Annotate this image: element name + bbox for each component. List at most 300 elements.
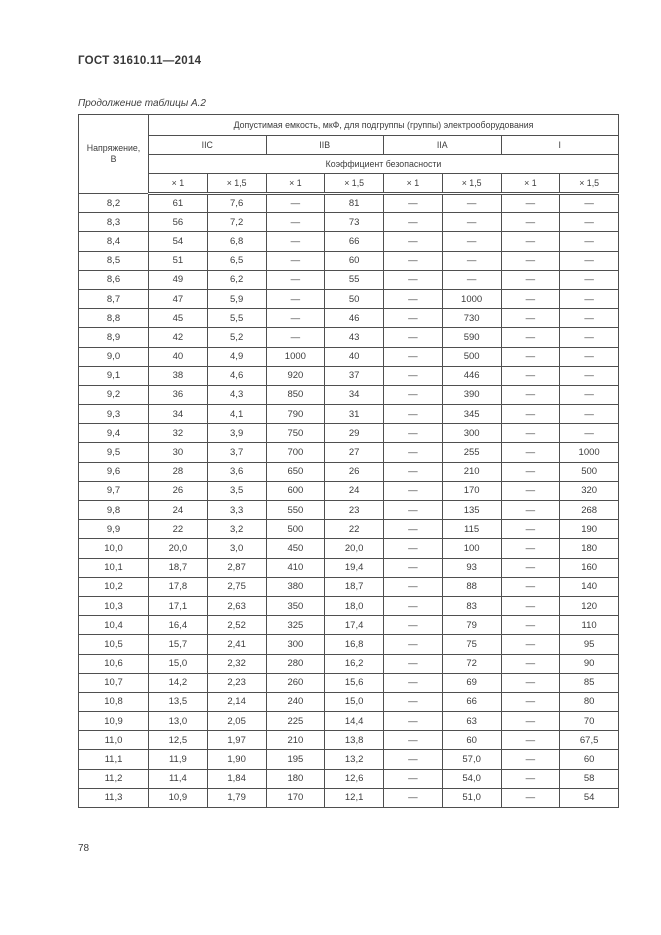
value-cell: 180: [560, 539, 619, 558]
value-cell: 120: [560, 596, 619, 615]
value-cell: —: [384, 596, 443, 615]
value-cell: 60: [442, 731, 501, 750]
value-cell: 15,0: [325, 692, 384, 711]
value-cell: 1,84: [207, 769, 266, 788]
value-cell: 255: [442, 443, 501, 462]
value-cell: 15,6: [325, 673, 384, 692]
value-cell: —: [501, 443, 560, 462]
value-cell: 600: [266, 481, 325, 500]
value-cell: —: [384, 673, 443, 692]
voltage-cell: 9,2: [79, 385, 149, 404]
voltage-cell: 8,5: [79, 251, 149, 270]
table-row: [79, 347, 619, 366]
value-cell: 100: [442, 539, 501, 558]
value-cell: —: [560, 309, 619, 328]
table-row: [79, 309, 619, 328]
table-row: [79, 270, 619, 289]
table-row: [79, 424, 619, 443]
value-cell: 50: [325, 289, 384, 308]
value-cell: —: [384, 712, 443, 731]
value-cell: 93: [442, 558, 501, 577]
value-cell: —: [384, 731, 443, 750]
value-cell: 40: [149, 347, 208, 366]
value-cell: —: [384, 635, 443, 654]
value-cell: —: [266, 328, 325, 347]
value-cell: 22: [325, 520, 384, 539]
table-row: [79, 405, 619, 424]
voltage-cell: 8,3: [79, 213, 149, 232]
table-row: [79, 443, 619, 462]
value-cell: —: [266, 289, 325, 308]
value-cell: 15,7: [149, 635, 208, 654]
voltage-header-line1: Напряжение,: [86, 143, 141, 154]
value-cell: —: [266, 309, 325, 328]
value-cell: 590: [442, 328, 501, 347]
value-cell: 110: [560, 616, 619, 635]
value-cell: —: [560, 213, 619, 232]
multiplier-header: × 1: [149, 174, 208, 194]
value-cell: —: [384, 520, 443, 539]
voltage-cell: 11,2: [79, 769, 149, 788]
value-cell: 1000: [266, 347, 325, 366]
value-cell: —: [560, 289, 619, 308]
value-cell: 69: [442, 673, 501, 692]
value-cell: 54: [149, 232, 208, 251]
voltage-cell: 11,1: [79, 750, 149, 769]
value-cell: 180: [266, 769, 325, 788]
value-cell: —: [384, 539, 443, 558]
voltage-cell: 9,6: [79, 462, 149, 481]
value-cell: —: [501, 270, 560, 289]
value-cell: 60: [325, 251, 384, 270]
value-cell: —: [442, 251, 501, 270]
value-cell: 18,7: [325, 577, 384, 596]
value-cell: 12,6: [325, 769, 384, 788]
value-cell: —: [384, 309, 443, 328]
voltage-cell: 9,3: [79, 405, 149, 424]
table-row: [79, 328, 619, 347]
voltage-cell: 10,3: [79, 596, 149, 615]
value-cell: 4,9: [207, 347, 266, 366]
table-row: [79, 616, 619, 635]
voltage-cell: 10,2: [79, 577, 149, 596]
value-cell: 81: [325, 194, 384, 213]
value-cell: 7,2: [207, 213, 266, 232]
voltage-cell: 10,7: [79, 673, 149, 692]
value-cell: —: [384, 692, 443, 711]
value-cell: 51,0: [442, 788, 501, 807]
value-cell: —: [501, 194, 560, 213]
value-cell: —: [384, 251, 443, 270]
value-cell: 920: [266, 366, 325, 385]
value-cell: —: [501, 309, 560, 328]
value-cell: 17,8: [149, 577, 208, 596]
value-cell: 30: [149, 443, 208, 462]
value-cell: 13,8: [325, 731, 384, 750]
value-cell: 16,2: [325, 654, 384, 673]
multiplier-header: × 1,5: [442, 174, 501, 194]
voltage-cell: 10,9: [79, 712, 149, 731]
value-cell: 16,4: [149, 616, 208, 635]
voltage-cell: 9,4: [79, 424, 149, 443]
voltage-cell: 9,9: [79, 520, 149, 539]
value-cell: 500: [560, 462, 619, 481]
value-cell: —: [560, 270, 619, 289]
voltage-column-header: [79, 115, 149, 194]
value-cell: 195: [266, 750, 325, 769]
value-cell: —: [560, 405, 619, 424]
value-cell: 4,3: [207, 385, 266, 404]
value-cell: 26: [149, 481, 208, 500]
value-cell: —: [560, 251, 619, 270]
page-number: 78: [78, 843, 90, 854]
voltage-cell: 9,7: [79, 481, 149, 500]
value-cell: —: [266, 270, 325, 289]
value-cell: 7,6: [207, 194, 266, 213]
value-cell: 17,1: [149, 596, 208, 615]
value-cell: —: [501, 366, 560, 385]
value-cell: 2,63: [207, 596, 266, 615]
voltage-cell: 8,6: [79, 270, 149, 289]
value-cell: 40: [325, 347, 384, 366]
value-cell: —: [384, 289, 443, 308]
value-cell: 550: [266, 501, 325, 520]
value-cell: 90: [560, 654, 619, 673]
value-cell: —: [501, 558, 560, 577]
value-cell: —: [384, 213, 443, 232]
value-cell: —: [560, 424, 619, 443]
value-cell: 16,8: [325, 635, 384, 654]
value-cell: —: [501, 462, 560, 481]
value-cell: 280: [266, 654, 325, 673]
value-cell: 12,1: [325, 788, 384, 807]
value-cell: 850: [266, 385, 325, 404]
voltage-cell: 10,6: [79, 654, 149, 673]
value-cell: 67,5: [560, 731, 619, 750]
value-cell: 210: [266, 731, 325, 750]
value-cell: 85: [560, 673, 619, 692]
value-cell: —: [501, 347, 560, 366]
value-cell: 5,2: [207, 328, 266, 347]
value-cell: 650: [266, 462, 325, 481]
value-cell: 170: [266, 788, 325, 807]
voltage-cell: 8,7: [79, 289, 149, 308]
value-cell: —: [501, 405, 560, 424]
value-cell: 1000: [560, 443, 619, 462]
value-cell: 300: [442, 424, 501, 443]
value-cell: 43: [325, 328, 384, 347]
value-cell: 1,97: [207, 731, 266, 750]
value-cell: 268: [560, 501, 619, 520]
value-cell: 5,9: [207, 289, 266, 308]
safety-factor-header: Коэффициент безопасности: [149, 155, 619, 174]
value-cell: 10,9: [149, 788, 208, 807]
value-cell: 60: [560, 750, 619, 769]
table-row: [79, 673, 619, 692]
value-cell: —: [501, 424, 560, 443]
value-cell: —: [501, 539, 560, 558]
value-cell: 24: [325, 481, 384, 500]
value-cell: 1,79: [207, 788, 266, 807]
group-header-iic: IIC: [149, 136, 267, 155]
value-cell: —: [384, 788, 443, 807]
value-cell: 6,5: [207, 251, 266, 270]
table-row: [79, 769, 619, 788]
table-row: [79, 481, 619, 500]
table-row: [79, 462, 619, 481]
value-cell: —: [442, 232, 501, 251]
table-row: [79, 558, 619, 577]
document-title: ГОСТ 31610.11—2014: [78, 55, 202, 67]
value-cell: 2,41: [207, 635, 266, 654]
value-cell: 11,4: [149, 769, 208, 788]
multiplier-header: × 1: [384, 174, 443, 194]
value-cell: —: [501, 673, 560, 692]
voltage-cell: 8,4: [79, 232, 149, 251]
table-row: [79, 232, 619, 251]
value-cell: —: [384, 232, 443, 251]
value-cell: —: [501, 616, 560, 635]
value-cell: —: [501, 596, 560, 615]
value-cell: 5,5: [207, 309, 266, 328]
value-cell: 790: [266, 405, 325, 424]
value-cell: 47: [149, 289, 208, 308]
value-cell: —: [384, 577, 443, 596]
value-cell: 72: [442, 654, 501, 673]
multiplier-header: × 1: [501, 174, 560, 194]
value-cell: —: [384, 424, 443, 443]
table-row: [79, 289, 619, 308]
table-row: [79, 194, 619, 213]
value-cell: 29: [325, 424, 384, 443]
multiplier-header: × 1,5: [560, 174, 619, 194]
value-cell: —: [501, 654, 560, 673]
value-cell: 3,5: [207, 481, 266, 500]
value-cell: 2,75: [207, 577, 266, 596]
capacitance-table: [78, 114, 619, 808]
value-cell: —: [384, 366, 443, 385]
voltage-cell: 11,3: [79, 788, 149, 807]
table-row: [79, 251, 619, 270]
value-cell: —: [266, 213, 325, 232]
value-cell: —: [384, 270, 443, 289]
value-cell: 26: [325, 462, 384, 481]
value-cell: 160: [560, 558, 619, 577]
value-cell: —: [501, 385, 560, 404]
value-cell: 345: [442, 405, 501, 424]
value-cell: 38: [149, 366, 208, 385]
voltage-cell: 10,8: [79, 692, 149, 711]
value-cell: 18,0: [325, 596, 384, 615]
value-cell: 20,0: [149, 539, 208, 558]
table-caption: Продолжение таблицы А.2: [78, 98, 206, 109]
value-cell: 450: [266, 539, 325, 558]
value-cell: 3,0: [207, 539, 266, 558]
table-row: [79, 731, 619, 750]
table-row: [79, 539, 619, 558]
value-cell: —: [384, 347, 443, 366]
value-cell: 36: [149, 385, 208, 404]
value-cell: 6,2: [207, 270, 266, 289]
value-cell: 32: [149, 424, 208, 443]
value-cell: 4,6: [207, 366, 266, 385]
capacity-header: Допустимая емкость, мкФ, для подгруппы (группы) электрооборудования: [149, 115, 619, 136]
value-cell: 20,0: [325, 539, 384, 558]
value-cell: —: [501, 788, 560, 807]
value-cell: 24: [149, 501, 208, 520]
value-cell: —: [501, 251, 560, 270]
value-cell: 390: [442, 385, 501, 404]
value-cell: —: [384, 501, 443, 520]
value-cell: —: [384, 769, 443, 788]
value-cell: 19,4: [325, 558, 384, 577]
value-cell: 225: [266, 712, 325, 731]
value-cell: 3,3: [207, 501, 266, 520]
voltage-cell: 9,8: [79, 501, 149, 520]
value-cell: 500: [266, 520, 325, 539]
value-cell: —: [560, 232, 619, 251]
voltage-cell: 9,5: [79, 443, 149, 462]
multiplier-header: × 1,5: [325, 174, 384, 194]
value-cell: 410: [266, 558, 325, 577]
value-cell: 2,23: [207, 673, 266, 692]
table-row: [79, 596, 619, 615]
value-cell: 66: [325, 232, 384, 251]
value-cell: —: [560, 347, 619, 366]
value-cell: —: [266, 251, 325, 270]
value-cell: 61: [149, 194, 208, 213]
value-cell: 83: [442, 596, 501, 615]
value-cell: 27: [325, 443, 384, 462]
value-cell: 23: [325, 501, 384, 520]
voltage-cell: 10,0: [79, 539, 149, 558]
table-row: [79, 712, 619, 731]
value-cell: 79: [442, 616, 501, 635]
value-cell: 63: [442, 712, 501, 731]
table-row: [79, 213, 619, 232]
value-cell: 350: [266, 596, 325, 615]
value-cell: 2,52: [207, 616, 266, 635]
value-cell: 3,6: [207, 462, 266, 481]
value-cell: 500: [442, 347, 501, 366]
value-cell: 80: [560, 692, 619, 711]
value-cell: 1,90: [207, 750, 266, 769]
value-cell: 95: [560, 635, 619, 654]
value-cell: —: [560, 385, 619, 404]
value-cell: 14,4: [325, 712, 384, 731]
value-cell: —: [384, 750, 443, 769]
value-cell: 2,32: [207, 654, 266, 673]
value-cell: —: [501, 731, 560, 750]
value-cell: 11,9: [149, 750, 208, 769]
value-cell: 13,2: [325, 750, 384, 769]
group-header-iib: IIB: [266, 136, 384, 155]
value-cell: 300: [266, 635, 325, 654]
value-cell: 12,5: [149, 731, 208, 750]
table-row: [79, 635, 619, 654]
value-cell: 240: [266, 692, 325, 711]
value-cell: 55: [325, 270, 384, 289]
voltage-cell: 10,1: [79, 558, 149, 577]
value-cell: 170: [442, 481, 501, 500]
value-cell: 2,87: [207, 558, 266, 577]
value-cell: 3,2: [207, 520, 266, 539]
value-cell: —: [384, 481, 443, 500]
value-cell: —: [501, 232, 560, 251]
value-cell: 66: [442, 692, 501, 711]
value-cell: 49: [149, 270, 208, 289]
value-cell: 380: [266, 577, 325, 596]
voltage-cell: 8,9: [79, 328, 149, 347]
value-cell: 28: [149, 462, 208, 481]
value-cell: 57,0: [442, 750, 501, 769]
table-row: [79, 654, 619, 673]
value-cell: —: [501, 520, 560, 539]
value-cell: —: [442, 213, 501, 232]
value-cell: 22: [149, 520, 208, 539]
voltage-cell: 10,4: [79, 616, 149, 635]
value-cell: —: [266, 232, 325, 251]
value-cell: 14,2: [149, 673, 208, 692]
value-cell: 6,8: [207, 232, 266, 251]
group-header-iia: IIA: [384, 136, 502, 155]
value-cell: 2,14: [207, 692, 266, 711]
table-row: [79, 520, 619, 539]
value-cell: 54: [560, 788, 619, 807]
value-cell: —: [442, 270, 501, 289]
voltage-cell: 10,5: [79, 635, 149, 654]
table-row: [79, 501, 619, 520]
value-cell: 15,0: [149, 654, 208, 673]
value-cell: —: [384, 194, 443, 213]
value-cell: 135: [442, 501, 501, 520]
value-cell: 56: [149, 213, 208, 232]
value-cell: 750: [266, 424, 325, 443]
value-cell: —: [501, 481, 560, 500]
value-cell: 18,7: [149, 558, 208, 577]
value-cell: —: [560, 328, 619, 347]
value-cell: 75: [442, 635, 501, 654]
value-cell: —: [384, 405, 443, 424]
value-cell: —: [384, 654, 443, 673]
value-cell: 210: [442, 462, 501, 481]
value-cell: —: [384, 558, 443, 577]
value-cell: —: [384, 328, 443, 347]
value-cell: 70: [560, 712, 619, 731]
value-cell: 42: [149, 328, 208, 347]
group-header-i: I: [501, 136, 619, 155]
table-row: [79, 788, 619, 807]
value-cell: —: [501, 692, 560, 711]
value-cell: —: [442, 194, 501, 213]
value-cell: 700: [266, 443, 325, 462]
value-cell: 260: [266, 673, 325, 692]
value-cell: 54,0: [442, 769, 501, 788]
value-cell: —: [560, 366, 619, 385]
value-cell: 17,4: [325, 616, 384, 635]
value-cell: 37: [325, 366, 384, 385]
value-cell: 3,9: [207, 424, 266, 443]
multiplier-header: × 1,5: [207, 174, 266, 194]
value-cell: 320: [560, 481, 619, 500]
value-cell: 1000: [442, 289, 501, 308]
table-header: [79, 115, 619, 194]
voltage-cell: 9,0: [79, 347, 149, 366]
value-cell: —: [384, 616, 443, 635]
value-cell: 190: [560, 520, 619, 539]
value-cell: —: [501, 769, 560, 788]
value-cell: 88: [442, 577, 501, 596]
